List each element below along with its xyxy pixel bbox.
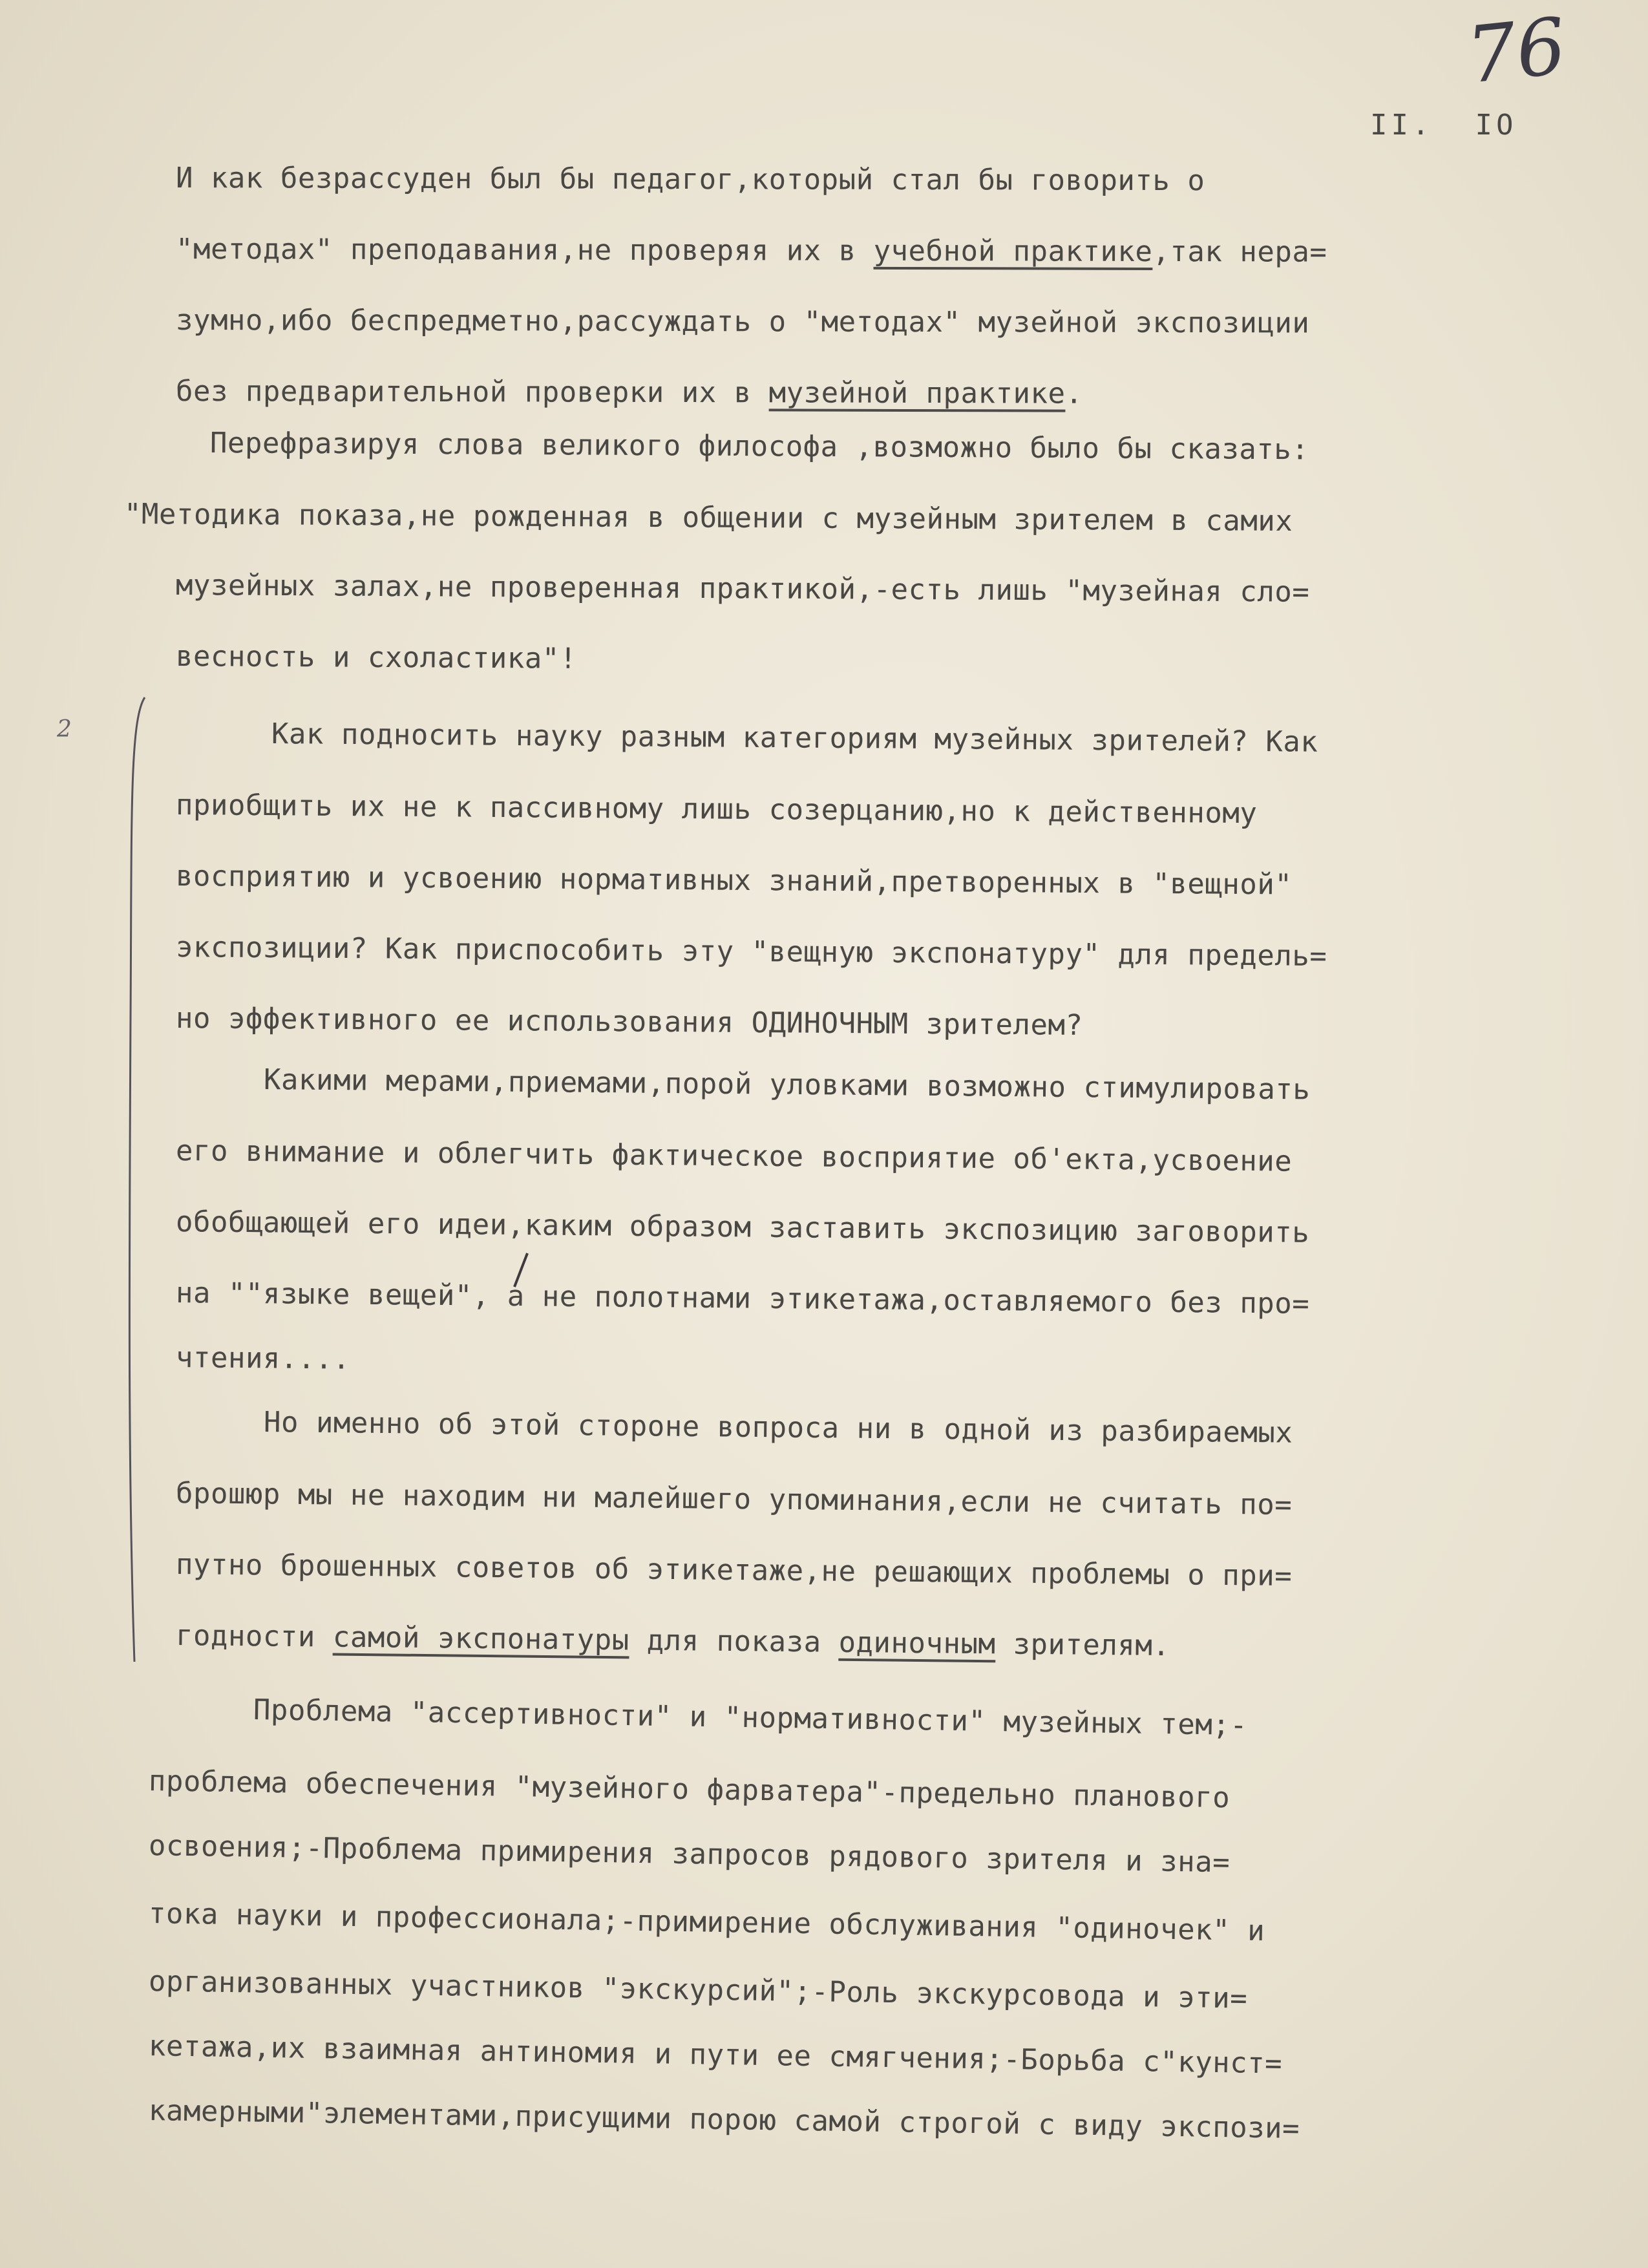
- page-number: II. IO: [1370, 109, 1517, 142]
- text-line: [176, 860, 1293, 902]
- text-line: [176, 162, 1205, 197]
- text-line: [253, 1693, 1248, 1742]
- text-line: [176, 931, 1327, 973]
- text-segment: весность и схоластика"!: [175, 640, 577, 675]
- text-segment: Какими мерами,приемами,порой уловками возможно стимулировать: [263, 1063, 1311, 1107]
- text-line: [271, 717, 1318, 759]
- text-line: [176, 1277, 1310, 1320]
- text-segment: приобщить их не к пассивному лишь созерцанию,но к действенному: [175, 789, 1258, 831]
- margin-bracket-mark: [123, 695, 149, 1664]
- text-line: [176, 1341, 350, 1376]
- underlined-phrase: самой экспонатуры: [332, 1620, 629, 1657]
- text-line: [176, 233, 1327, 269]
- text-segment: "Методика показа,не рожденная в общении с музейным зрителем в самих: [123, 498, 1293, 538]
- text-line: [149, 1829, 1231, 1879]
- text-line: [264, 1063, 1311, 1107]
- text-segment: на ""языке вещей", а не полотнами этикетажа,оставляемого без про=: [175, 1277, 1310, 1320]
- text-line: [176, 640, 577, 675]
- text-line: [149, 2094, 1300, 2145]
- text-segment: годности: [175, 1619, 333, 1654]
- text-segment: Перефразируя слова великого философа ,возможно было бы сказать:: [209, 427, 1309, 467]
- text-segment: Но именно об этой стороне вопроса ни в одной из разбираемых: [263, 1406, 1293, 1450]
- text-segment: экспозиции? Как приспособить эту "вещную экспонатуру" для предель=: [175, 931, 1327, 973]
- text-segment: "методах" преподавания,не проверяя их в: [175, 233, 874, 268]
- archive-folio-number: 76: [1463, 1, 1570, 101]
- text-line: [176, 375, 1083, 410]
- text-segment: тока науки и профессионала;-примирение обслуживания "одиночек" и: [148, 1897, 1265, 1948]
- text-line: [176, 1134, 1293, 1178]
- text-segment: восприятию и усвоению нормативных знаний,претворенных в "вещной": [175, 860, 1293, 902]
- text-segment: камерными"элементами,присущими порою самой строгой с виду экспози=: [148, 2094, 1300, 2145]
- text-line: [176, 1205, 1310, 1249]
- text-segment: кетажа,их взаимная антиномия и пути ее смягчения;-Борьба с"кунст=: [148, 2030, 1283, 2081]
- text-segment: освоения;-Проблема примирения запросов рядового зрителя и зна=: [148, 1829, 1231, 1880]
- text-segment: проблема обеспечения "музейного фарватера"-предельно планового: [148, 1765, 1231, 1815]
- text-line: [176, 789, 1258, 830]
- text-segment: И как безрассуден был бы педагог,который стал бы говорить о: [175, 162, 1205, 198]
- text-segment: его внимание и облегчить фактическое восприятие об'екта,усвоение: [175, 1134, 1293, 1178]
- underlined-phrase: одиночным: [838, 1626, 996, 1661]
- text-segment: Как подносить науку разным категориям музейных зрителей? Как: [271, 717, 1318, 759]
- text-line: [149, 2030, 1283, 2081]
- text-segment: музейных залах,не проверенная практикой,-есть лишь "музейная сло=: [175, 569, 1310, 609]
- text-line: [176, 1619, 1170, 1662]
- text-segment: организованных участников "экскурсий";-Роль экскурсовода и эти=: [148, 1965, 1248, 2015]
- text-line: [124, 498, 1293, 538]
- text-segment: чтения....: [175, 1341, 351, 1376]
- text-segment: зрителям.: [995, 1627, 1170, 1663]
- text-segment: но эффективного ее использования ОДИНОЧНЫМ зрителем?: [175, 1002, 1083, 1043]
- text-segment: обобщающей его идеи,каким образом заставить экспозицию заговорить: [175, 1205, 1310, 1249]
- text-segment: брошюр мы не находим ни малейшего упоминания,если не считать по=: [175, 1477, 1293, 1522]
- text-segment: для показа: [629, 1624, 839, 1659]
- text-segment: ,так нера=: [1152, 235, 1327, 269]
- underlined-phrase: музейной практике: [768, 376, 1066, 410]
- text-segment: без предварительной проверки их в: [175, 375, 769, 410]
- text-segment: зумно,ибо беспредметно,рассуждать о "методах" музейной экспозиции: [175, 304, 1310, 340]
- text-line: [264, 1406, 1293, 1450]
- text-line: [149, 1765, 1231, 1814]
- text-segment: .: [1065, 377, 1083, 410]
- text-line: [210, 427, 1309, 466]
- text-line: [149, 1897, 1265, 1947]
- text-line: [176, 1477, 1293, 1521]
- text-line: [176, 1548, 1293, 1593]
- text-segment: путно брошенных советов об этикетаже,не решающих проблемы о при=: [175, 1548, 1293, 1593]
- margin-note: 2: [57, 716, 72, 743]
- text-line: [176, 1002, 1083, 1042]
- text-line: [176, 569, 1310, 609]
- text-line: [149, 1965, 1248, 2015]
- text-line: [176, 304, 1310, 340]
- text-segment: Проблема "ассертивности" и "нормативности" музейных тем;-: [253, 1693, 1248, 1743]
- underlined-phrase: учебной практике: [873, 234, 1153, 268]
